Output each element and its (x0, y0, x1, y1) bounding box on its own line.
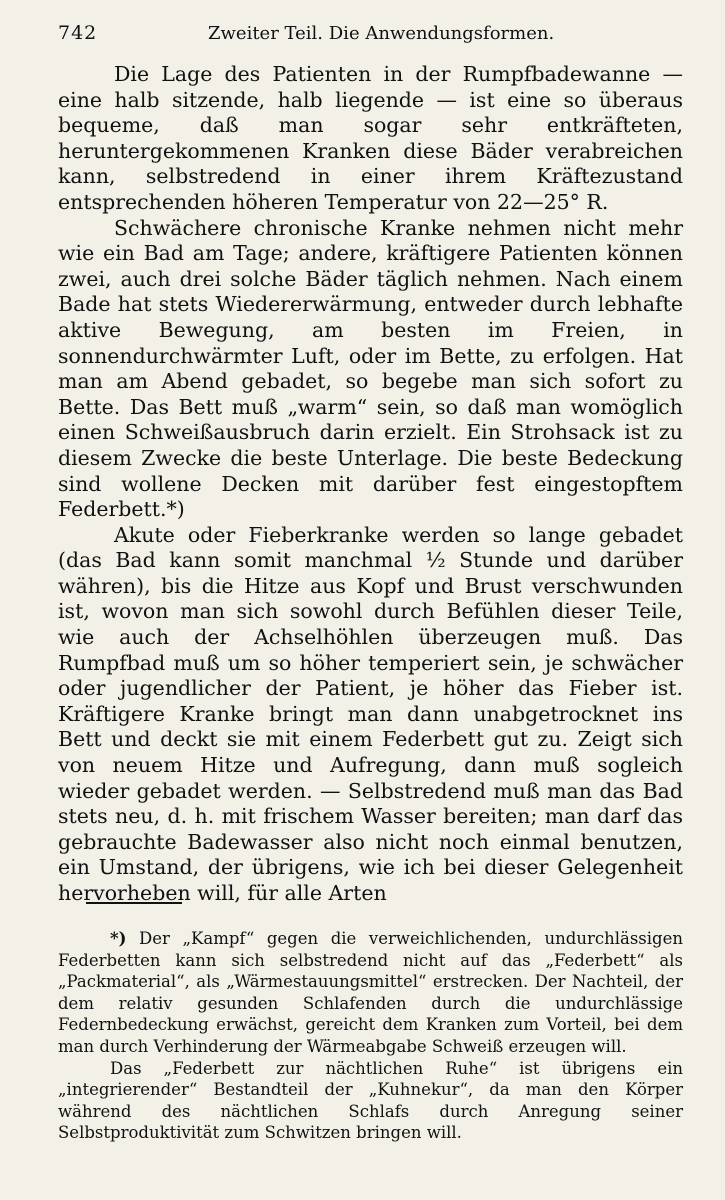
footnote (58, 928, 683, 1058)
paragraph: Die Lage des Patienten in der Rumpfbadewanne — eine halb sitzende, halb liegende — ist eine so überaus bequeme, daß man sogar sehr entkräfteten, heruntergekommenen Kranken diese Bäder verabreichen kann, selbstredend in einer ihrem Kräftezustand entsprechenden höheren Temperatur von 22—25° R. (58, 62, 683, 214)
main-text (58, 62, 683, 907)
page-header (58, 22, 678, 44)
footnote-continuation: Das „Federbett zur nächtlichen Ruhe“ ist übrigens ein „integrierender“ Bestandteil der „Kuhnekur“, da man den Körper während des nächtlichen Schlafs durch Anregung seiner Selbstproduktivität zum Schwitzen bringen will. (58, 1058, 683, 1143)
paragraph: Akute oder Fieberkranke werden so lange gebadet (das Bad kann somit manchmal ½ Stunde und darüber währen), bis die Hitze aus Kopf und Brust verschwunden ist, wovon man sich sowohl durch Befühlen dieser Teile, wie auch der Achselhöhlen überzeugen muß. Das Rumpfbad muß um so höher temperiert sein, je schwächer oder jugendlicher der Patient, je höher das Fieber ist. Kräftigere Kranke bringt man dann unabgetrocknet ins Bett und deckt sie mit einem Federbett gut zu. Zeigt sich von neuem Hitze und Aufregung, dann muß sogleich wieder gebadet werden. — Selbstredend muß man das Bad stets neu, d. h. mit frischem Wasser bereiten; man darf das gebrauchte Badewasser also nicht noch einmal benutzen, ein Umstand, der übrigens, wie ich bei dieser Gelegenheit hervorheben will, für alle Arten (58, 522, 683, 905)
footnote-text: Der „Kampf“ gegen die verweichlichenden, undurchlässigen Federbetten kann sich selbstredend nicht auf das „Federbett“ als „Packmaterial“, als „Wärmestauungsmittel“ erstrecken. Der Nachteil, der dem relativ gesunden Schlafenden durch die undurchlässige Federnbedeckung erwächst, gereicht dem Kranken zum Vorteil, bei dem man durch Verhinderung der Wärmeabgabe Schweiß erzeugen will. (58, 929, 683, 1056)
page-number: 742 (58, 22, 98, 44)
running-title: Zweiter Teil. Die Anwendungsformen. (208, 23, 555, 44)
paragraph: Schwächere chronische Kranke nehmen nicht mehr wie ein Bad am Tage; andere, kräftigere Patienten können zwei, auch drei solche Bäder täglich nehmen. Nach einem Bade hat stets Wiedererwärmung, entweder durch lebhafte aktive Bewegung, am besten im Freien, in sonnendurchwärmter Luft, oder im Bette, zu erfolgen. Hat man am Abend gebadet, so begebe man sich sofort zu Bette. Das Bett muß „warm“ sein, so daß man womöglich einen Schweißausbruch darin erzielt. Ein Strohsack ist zu diesem Zwecke die beste Unterlage. Die beste Bedeckung sind wollene Decken mit darüber fest eingestopftem Federbett.*) (58, 215, 683, 522)
footnotes (58, 928, 683, 1144)
footnote-marker: *) (110, 929, 127, 948)
footnote-divider (86, 902, 182, 904)
